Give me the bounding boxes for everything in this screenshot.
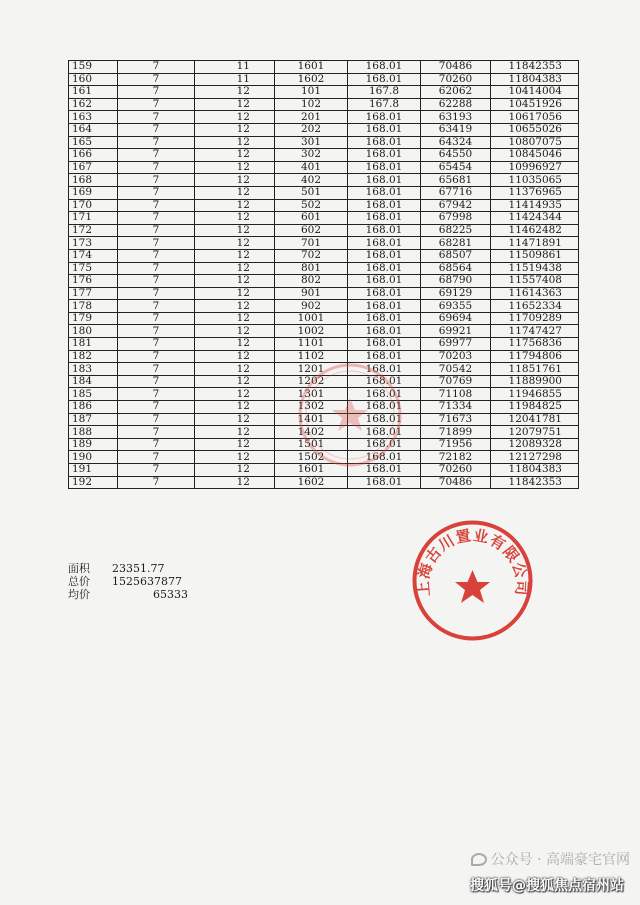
table-cell: 168.01 [348, 388, 421, 401]
table-cell: 12041781 [491, 413, 579, 426]
table-row [69, 237, 579, 250]
table-cell: 10845046 [491, 149, 579, 162]
table-cell: 11747427 [491, 325, 579, 338]
table-cell: 168.01 [348, 149, 421, 162]
table-cell: 64550 [421, 149, 491, 162]
area-label: 面积 [68, 562, 90, 575]
table-cell: 192 [69, 476, 118, 489]
table-cell: 701 [275, 237, 348, 250]
table-cell: 7 [118, 249, 195, 262]
table-cell: 12 [195, 174, 275, 187]
table-cell: 169 [69, 186, 118, 199]
watermark-text: 公众号 · 高端豪宅官网 [490, 852, 630, 868]
table-cell: 7 [118, 237, 195, 250]
table-cell: 12 [195, 212, 275, 225]
table-row [69, 136, 579, 149]
table-cell: 401 [275, 161, 348, 174]
table-cell: 12 [195, 249, 275, 262]
table-row [69, 338, 579, 351]
table-cell: 10996927 [491, 161, 579, 174]
table-cell: 7 [118, 464, 195, 477]
table-cell: 7 [118, 224, 195, 237]
table-cell: 168.01 [348, 111, 421, 124]
table-cell: 168.01 [348, 212, 421, 225]
table-cell: 7 [118, 73, 195, 86]
table-cell: 168 [69, 174, 118, 187]
table-cell: 67716 [421, 186, 491, 199]
table-cell: 179 [69, 312, 118, 325]
table-cell: 12 [195, 476, 275, 489]
table-cell: 11376965 [491, 186, 579, 199]
table-cell: 11756836 [491, 338, 579, 351]
table-cell: 1202 [275, 375, 348, 388]
table-cell: 7 [118, 287, 195, 300]
table-row [69, 262, 579, 275]
table-cell: 12 [195, 136, 275, 149]
table-row [69, 476, 579, 489]
table-cell: 802 [275, 275, 348, 288]
table-cell: 301 [275, 136, 348, 149]
table-row [69, 199, 579, 212]
table-cell: 1501 [275, 438, 348, 451]
table-cell: 162 [69, 98, 118, 111]
table-cell: 167 [69, 161, 118, 174]
table-cell: 7 [118, 312, 195, 325]
table-cell: 10807075 [491, 136, 579, 149]
table-row [69, 73, 579, 86]
table-row [69, 275, 579, 288]
table-cell: 12 [195, 262, 275, 275]
table-row [69, 224, 579, 237]
table-row [69, 325, 579, 338]
table-cell: 183 [69, 363, 118, 376]
table-cell: 70486 [421, 61, 491, 74]
total-price-value: 1525637877 [112, 575, 182, 588]
table-cell: 168.01 [348, 186, 421, 199]
table-cell: 71899 [421, 426, 491, 439]
table-cell: 502 [275, 199, 348, 212]
table-cell: 1302 [275, 401, 348, 414]
table-cell: 168.01 [348, 61, 421, 74]
table-cell: 501 [275, 186, 348, 199]
table-cell: 7 [118, 199, 195, 212]
table-row [69, 249, 579, 262]
table-cell: 167.8 [348, 98, 421, 111]
table-cell: 71956 [421, 438, 491, 451]
table-cell: 7 [118, 86, 195, 99]
table-cell: 70486 [421, 476, 491, 489]
table-cell: 187 [69, 413, 118, 426]
table-cell: 168.01 [348, 312, 421, 325]
table-row [69, 86, 579, 99]
table-cell: 72182 [421, 451, 491, 464]
table-cell: 7 [118, 401, 195, 414]
table-cell: 11842353 [491, 61, 579, 74]
table-cell: 70260 [421, 73, 491, 86]
table-row [69, 287, 579, 300]
table-cell: 182 [69, 350, 118, 363]
table-cell: 12 [195, 413, 275, 426]
table-cell: 168.01 [348, 350, 421, 363]
table-cell: 174 [69, 249, 118, 262]
table-cell: 11471891 [491, 237, 579, 250]
table-cell: 70769 [421, 375, 491, 388]
table-cell: 302 [275, 149, 348, 162]
table-cell: 12 [195, 149, 275, 162]
average-price-summary [68, 586, 188, 602]
table-cell: 168.01 [348, 451, 421, 464]
table-cell: 165 [69, 136, 118, 149]
table-cell: 168.01 [348, 464, 421, 477]
table-cell: 10451926 [491, 98, 579, 111]
total-price-label: 总价 [68, 575, 90, 588]
table-cell: 1601 [275, 61, 348, 74]
table-cell: 7 [118, 262, 195, 275]
table-cell: 602 [275, 224, 348, 237]
table-cell: 10617056 [491, 111, 579, 124]
official-account-watermark [471, 849, 630, 869]
table-cell: 62288 [421, 98, 491, 111]
table-cell: 168.01 [348, 375, 421, 388]
table-cell: 12 [195, 98, 275, 111]
table-cell: 12 [195, 401, 275, 414]
table-cell: 186 [69, 401, 118, 414]
table-cell: 63193 [421, 111, 491, 124]
table-cell: 11 [195, 61, 275, 74]
table-cell: 12079751 [491, 426, 579, 439]
table-cell: 160 [69, 73, 118, 86]
table-row [69, 186, 579, 199]
company-seal-stamp [410, 518, 535, 643]
table-cell: 12 [195, 186, 275, 199]
table-cell: 11804383 [491, 464, 579, 477]
table-cell: 201 [275, 111, 348, 124]
table-cell: 1502 [275, 451, 348, 464]
table-cell: 70260 [421, 464, 491, 477]
table-row [69, 61, 579, 74]
table-cell: 12 [195, 111, 275, 124]
table-cell: 12 [195, 426, 275, 439]
table-cell: 168.01 [348, 161, 421, 174]
table-cell: 173 [69, 237, 118, 250]
table-cell: 12127298 [491, 451, 579, 464]
table-cell: 71108 [421, 388, 491, 401]
table-cell: 168.01 [348, 338, 421, 351]
table-cell: 71673 [421, 413, 491, 426]
table-cell: 64324 [421, 136, 491, 149]
table-cell: 168.01 [348, 401, 421, 414]
table-cell: 1602 [275, 476, 348, 489]
table-cell: 63419 [421, 123, 491, 136]
table-cell: 902 [275, 300, 348, 313]
table-cell: 161 [69, 86, 118, 99]
table-cell: 168.01 [348, 325, 421, 338]
table-cell: 180 [69, 325, 118, 338]
table-cell: 12 [195, 388, 275, 401]
table-cell: 12 [195, 287, 275, 300]
table-cell: 7 [118, 388, 195, 401]
faint-seal-stamp [295, 360, 405, 470]
table-cell: 7 [118, 338, 195, 351]
table-cell: 12 [195, 451, 275, 464]
table-cell: 168.01 [348, 363, 421, 376]
table-cell: 7 [118, 350, 195, 363]
table-cell: 7 [118, 451, 195, 464]
table-cell: 67942 [421, 199, 491, 212]
table-cell: 10414004 [491, 86, 579, 99]
table-cell: 11557408 [491, 275, 579, 288]
table-cell: 70542 [421, 363, 491, 376]
table-row [69, 312, 579, 325]
table-row [69, 111, 579, 124]
seal-text: 上海古川置业有限公司 [414, 526, 531, 597]
table-cell: 402 [275, 174, 348, 187]
table-cell: 168.01 [348, 224, 421, 237]
table-cell: 7 [118, 174, 195, 187]
table-cell: 7 [118, 161, 195, 174]
table-cell: 11794806 [491, 350, 579, 363]
table-cell: 12 [195, 338, 275, 351]
table-cell: 168.01 [348, 174, 421, 187]
table-row [69, 300, 579, 313]
table-cell: 68564 [421, 262, 491, 275]
table-cell: 12 [195, 464, 275, 477]
table-cell: 168.01 [348, 136, 421, 149]
table-cell: 11 [195, 73, 275, 86]
table-cell: 12 [195, 224, 275, 237]
table-cell: 168.01 [348, 123, 421, 136]
table-cell: 12 [195, 363, 275, 376]
table-cell: 11946855 [491, 388, 579, 401]
table-cell: 11519438 [491, 262, 579, 275]
table-cell: 168.01 [348, 275, 421, 288]
table-cell: 11984825 [491, 401, 579, 414]
table-cell: 188 [69, 426, 118, 439]
table-cell: 702 [275, 249, 348, 262]
table-cell: 168.01 [348, 287, 421, 300]
table-row [69, 174, 579, 187]
table-cell: 12 [195, 86, 275, 99]
table-cell: 176 [69, 275, 118, 288]
table-cell: 7 [118, 476, 195, 489]
table-cell: 65454 [421, 161, 491, 174]
table-cell: 167.8 [348, 86, 421, 99]
table-cell: 168.01 [348, 300, 421, 313]
table-cell: 7 [118, 136, 195, 149]
chat-bubble-icon [471, 853, 487, 866]
table-cell: 190 [69, 451, 118, 464]
table-cell: 101 [275, 86, 348, 99]
table-cell: 166 [69, 149, 118, 162]
table-row [69, 149, 579, 162]
table-cell: 7 [118, 186, 195, 199]
table-cell: 191 [69, 464, 118, 477]
table-cell: 12089328 [491, 438, 579, 451]
table-cell: 202 [275, 123, 348, 136]
table-cell: 7 [118, 300, 195, 313]
table-cell: 1301 [275, 388, 348, 401]
table-cell: 11414935 [491, 199, 579, 212]
table-cell: 168.01 [348, 413, 421, 426]
table-cell: 7 [118, 438, 195, 451]
average-price-label: 均价 [68, 588, 90, 601]
table-cell: 69694 [421, 312, 491, 325]
table-row [69, 212, 579, 225]
table-cell: 11614363 [491, 287, 579, 300]
table-cell: 7 [118, 375, 195, 388]
table-cell: 185 [69, 388, 118, 401]
table-cell: 68790 [421, 275, 491, 288]
table-cell: 168.01 [348, 73, 421, 86]
average-price-value: 65333 [153, 588, 188, 601]
table-cell: 69977 [421, 338, 491, 351]
table-cell: 163 [69, 111, 118, 124]
table-cell: 7 [118, 426, 195, 439]
area-value: 23351.77 [112, 562, 165, 575]
table-cell: 69355 [421, 300, 491, 313]
table-cell: 7 [118, 111, 195, 124]
table-cell: 12 [195, 237, 275, 250]
table-cell: 159 [69, 61, 118, 74]
table-cell: 11842353 [491, 476, 579, 489]
table-cell: 177 [69, 287, 118, 300]
table-cell: 181 [69, 338, 118, 351]
table-cell: 164 [69, 123, 118, 136]
table-cell: 11509861 [491, 249, 579, 262]
table-cell: 71334 [421, 401, 491, 414]
table-cell: 68281 [421, 237, 491, 250]
table-cell: 7 [118, 98, 195, 111]
table-cell: 70203 [421, 350, 491, 363]
table-cell: 11851761 [491, 363, 579, 376]
table-cell: 1201 [275, 363, 348, 376]
table-cell: 1601 [275, 464, 348, 477]
table-cell: 7 [118, 325, 195, 338]
table-cell: 11424344 [491, 212, 579, 225]
table-cell: 11804383 [491, 73, 579, 86]
table-cell: 102 [275, 98, 348, 111]
table-cell: 12 [195, 161, 275, 174]
table-cell: 1101 [275, 338, 348, 351]
table-cell: 1102 [275, 350, 348, 363]
table-row [69, 98, 579, 111]
table-cell: 67998 [421, 212, 491, 225]
table-cell: 68225 [421, 224, 491, 237]
table-cell: 7 [118, 61, 195, 74]
table-cell: 1402 [275, 426, 348, 439]
table-cell: 168.01 [348, 237, 421, 250]
table-cell: 168.01 [348, 426, 421, 439]
table-cell: 68507 [421, 249, 491, 262]
table-cell: 12 [195, 312, 275, 325]
table-cell: 7 [118, 212, 195, 225]
table-cell: 10655026 [491, 123, 579, 136]
table-cell: 62062 [421, 86, 491, 99]
table-cell: 168.01 [348, 438, 421, 451]
table-cell: 12 [195, 325, 275, 338]
table-cell: 12 [195, 275, 275, 288]
table-cell: 189 [69, 438, 118, 451]
table-cell: 11462482 [491, 224, 579, 237]
table-cell: 12 [195, 300, 275, 313]
table-cell: 7 [118, 413, 195, 426]
source-footer: 搜狐号@搜狐焦点宿州站 [470, 878, 624, 894]
table-cell: 11709289 [491, 312, 579, 325]
table-cell: 1001 [275, 312, 348, 325]
table-cell: 11652334 [491, 300, 579, 313]
table-cell: 7 [118, 363, 195, 376]
table-cell: 171 [69, 212, 118, 225]
table-cell: 11035065 [491, 174, 579, 187]
table-cell: 172 [69, 224, 118, 237]
table-cell: 601 [275, 212, 348, 225]
table-cell: 168.01 [348, 476, 421, 489]
table-cell: 7 [118, 149, 195, 162]
table-cell: 184 [69, 375, 118, 388]
table-cell: 1002 [275, 325, 348, 338]
table-cell: 178 [69, 300, 118, 313]
table-cell: 12 [195, 123, 275, 136]
table-cell: 7 [118, 123, 195, 136]
table-cell: 12 [195, 438, 275, 451]
table-cell: 1401 [275, 413, 348, 426]
table-cell: 69921 [421, 325, 491, 338]
table-cell: 12 [195, 199, 275, 212]
table-cell: 170 [69, 199, 118, 212]
table-cell: 1602 [275, 73, 348, 86]
table-cell: 801 [275, 262, 348, 275]
table-cell: 168.01 [348, 262, 421, 275]
table-cell: 175 [69, 262, 118, 275]
table-cell: 901 [275, 287, 348, 300]
table-cell: 11889900 [491, 375, 579, 388]
table-cell: 12 [195, 375, 275, 388]
table-cell: 65681 [421, 174, 491, 187]
table-row [69, 161, 579, 174]
table-cell: 69129 [421, 287, 491, 300]
table-cell: 7 [118, 275, 195, 288]
table-row [69, 123, 579, 136]
table-cell: 168.01 [348, 249, 421, 262]
table-cell: 12 [195, 350, 275, 363]
table-cell: 168.01 [348, 199, 421, 212]
